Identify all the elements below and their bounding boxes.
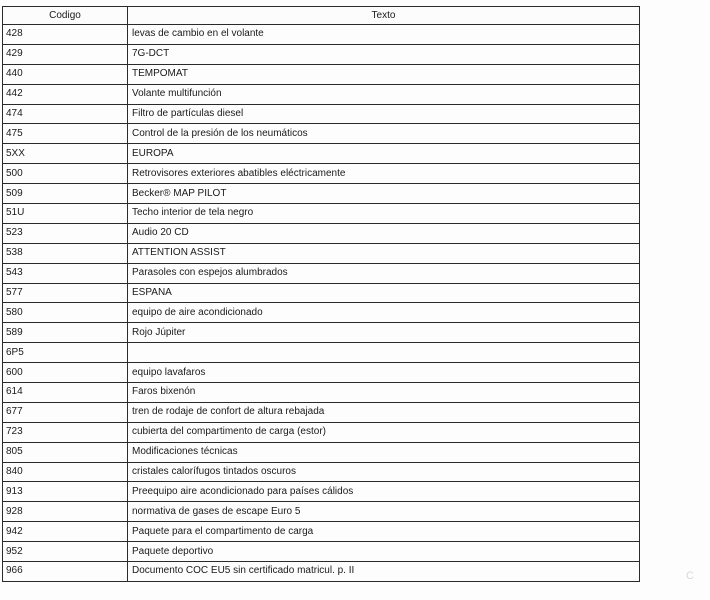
table-row (3, 343, 640, 363)
row-code: 913 (3, 482, 128, 502)
row-code: 966 (3, 562, 128, 582)
table-row (3, 482, 640, 502)
table-row (3, 104, 640, 124)
row-code: 429 (3, 44, 128, 64)
row-code: 523 (3, 223, 128, 243)
table-row (3, 263, 640, 283)
table-row (3, 303, 640, 323)
row-text: Rojo Júpiter (128, 323, 640, 343)
table-row (3, 363, 640, 383)
table-row (3, 462, 640, 482)
table-row (3, 383, 640, 403)
row-code: 677 (3, 402, 128, 422)
table-row (3, 542, 640, 562)
row-code: 600 (3, 363, 128, 383)
table-row (3, 204, 640, 224)
row-text: TEMPOMAT (128, 64, 640, 84)
table-row (3, 442, 640, 462)
row-text: Documento COC EU5 sin certificado matricul. p. II (128, 562, 640, 582)
row-code: 952 (3, 542, 128, 562)
row-text: 7G-DCT (128, 44, 640, 64)
table-row (3, 164, 640, 184)
row-code: 51U (3, 204, 128, 224)
table-row (3, 283, 640, 303)
table-row (3, 144, 640, 164)
row-text: Filtro de partículas diesel (128, 104, 640, 124)
row-code: 589 (3, 323, 128, 343)
row-text: normativa de gases de escape Euro 5 (128, 502, 640, 522)
table-row (3, 522, 640, 542)
row-text: equipo lavafaros (128, 363, 640, 383)
row-code: 500 (3, 164, 128, 184)
row-text: levas de cambio en el volante (128, 25, 640, 45)
header-code: Codigo (3, 7, 128, 25)
table-row (3, 243, 640, 263)
table-row (3, 25, 640, 45)
row-text: Faros bixenón (128, 383, 640, 403)
table-row (3, 422, 640, 442)
row-text: Paquete deportivo (128, 542, 640, 562)
row-text (128, 343, 640, 363)
row-text: Preequipo aire acondicionado para países cálidos (128, 482, 640, 502)
row-code: 6P5 (3, 343, 128, 363)
row-code: 840 (3, 462, 128, 482)
row-code: 723 (3, 422, 128, 442)
header-text: Texto (128, 7, 640, 25)
row-code: 614 (3, 383, 128, 403)
table-row (3, 184, 640, 204)
row-text: cristales calorífugos tintados oscuros (128, 462, 640, 482)
table-row (3, 124, 640, 144)
table-row (3, 323, 640, 343)
row-text: tren de rodaje de confort de altura rebajada (128, 402, 640, 422)
row-text: cubierta del compartimento de carga (estor) (128, 422, 640, 442)
row-code: 475 (3, 124, 128, 144)
row-text: Retrovisores exteriores abatibles eléctricamente (128, 164, 640, 184)
row-code: 580 (3, 303, 128, 323)
row-code: 577 (3, 283, 128, 303)
row-code: 805 (3, 442, 128, 462)
row-code: 442 (3, 84, 128, 104)
row-code: 5XX (3, 144, 128, 164)
table-row (3, 84, 640, 104)
table-header-row (3, 7, 640, 25)
row-code: 942 (3, 522, 128, 542)
row-text: Volante multifunción (128, 84, 640, 104)
row-text: ESPANA (128, 283, 640, 303)
row-code: 440 (3, 64, 128, 84)
row-text: Parasoles con espejos alumbrados (128, 263, 640, 283)
table-body (3, 25, 640, 582)
table-row (3, 64, 640, 84)
row-text: Paquete para el compartimento de carga (128, 522, 640, 542)
table-row (3, 502, 640, 522)
row-text: Modificaciones técnicas (128, 442, 640, 462)
table-row (3, 44, 640, 64)
row-text: ATTENTION ASSIST (128, 243, 640, 263)
row-text: Becker® MAP PILOT (128, 184, 640, 204)
table-row (3, 402, 640, 422)
row-text: Audio 20 CD (128, 223, 640, 243)
row-code: 538 (3, 243, 128, 263)
row-text: equipo de aire acondicionado (128, 303, 640, 323)
options-code-table (2, 6, 640, 582)
row-code: 474 (3, 104, 128, 124)
corner-mark: C (686, 570, 694, 582)
row-text: Techo interior de tela negro (128, 204, 640, 224)
row-code: 509 (3, 184, 128, 204)
row-text: EUROPA (128, 144, 640, 164)
row-text: Control de la presión de los neumáticos (128, 124, 640, 144)
table-row (3, 562, 640, 582)
table-row (3, 223, 640, 243)
row-code: 928 (3, 502, 128, 522)
row-code: 543 (3, 263, 128, 283)
row-code: 428 (3, 25, 128, 45)
